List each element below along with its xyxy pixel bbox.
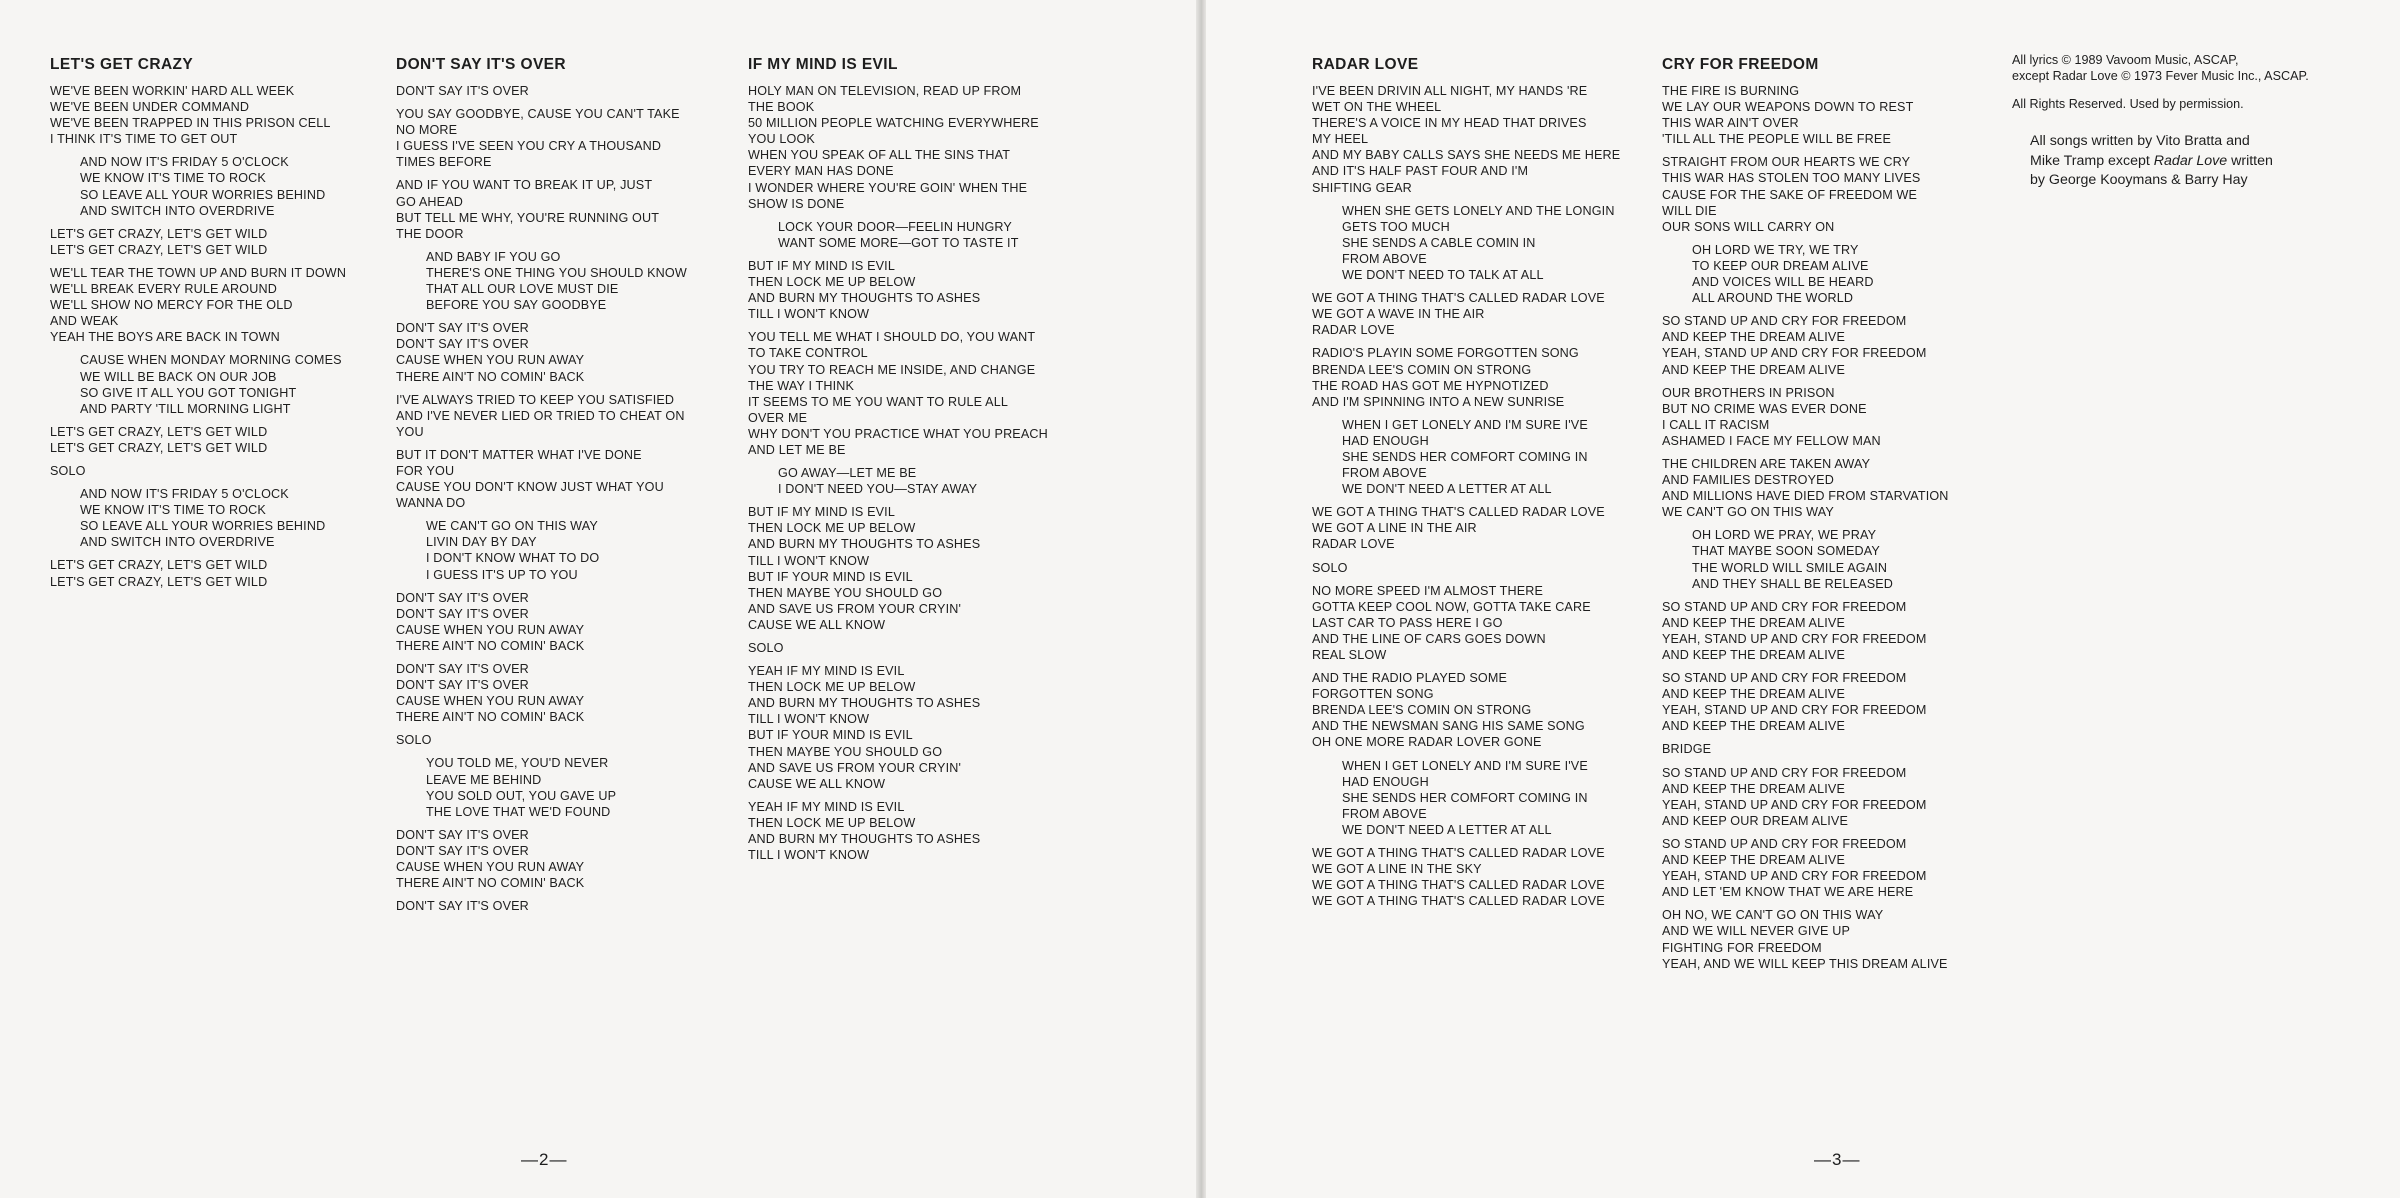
lyric-line: AND BURN MY THOUGHTS TO ASHES: [748, 832, 981, 847]
song-column: [1312, 56, 1620, 916]
lyric-line: WET ON THE WHEEL: [1312, 100, 1442, 115]
lyric-line: THE WAY I THINK: [748, 378, 855, 393]
verse-stanza: [396, 447, 687, 511]
lyric-line: THE CHILDREN ARE TAKEN AWAY: [1662, 456, 1871, 471]
verse-stanza: [50, 226, 346, 258]
lyric-line: LET'S GET CRAZY, LET'S GET WILD: [50, 440, 268, 455]
lyric-line: THERE'S ONE THING YOU SHOULD KNOW: [426, 265, 687, 280]
songwriter-line: [2030, 152, 2309, 172]
lyric-line: LET'S GET CRAZY, LET'S GET WILD: [50, 574, 268, 589]
lyric-line: DON'T SAY IT'S OVER: [396, 606, 529, 621]
verse-stanza: [396, 392, 687, 440]
lyric-line: BRENDA LEE'S COMIN ON STRONG: [1312, 703, 1532, 718]
song-title-italic: Radar Love: [2153, 152, 2228, 169]
lyric-line: IT SEEMS TO ME YOU WANT TO RULE ALL: [748, 394, 1009, 409]
lyric-line: MY HEEL: [1312, 132, 1369, 147]
lyric-line: AND WEAK: [50, 314, 119, 329]
lyric-line: GOTTA KEEP COOL NOW, GOTTA TAKE CARE: [1312, 599, 1591, 614]
lyric-line: BUT TELL ME WHY, YOU'RE RUNNING OUT: [396, 210, 660, 225]
chorus-stanza: [396, 249, 687, 313]
lyric-line: RADAR LOVE: [1312, 323, 1395, 338]
lyric-line: WE GOT A THING THAT'S CALLED RADAR LOVE: [1312, 846, 1605, 861]
lyric-line: AND IT'S HALF PAST FOUR AND I'M: [1312, 164, 1529, 179]
lyric-line: NO MORE SPEED I'M ALMOST THERE: [1312, 583, 1544, 598]
chorus-stanza: [1662, 242, 1949, 306]
verse-stanza: [748, 640, 1048, 656]
lyric-line: FROM ABOVE: [1342, 251, 1427, 266]
lyric-line: SOLO: [50, 463, 86, 478]
chorus-stanza: [1312, 203, 1620, 283]
lyric-line: AND NOW IT'S FRIDAY 5 O'CLOCK: [80, 487, 289, 502]
lyric-line: WE GOT A WAVE IN THE AIR: [1312, 307, 1485, 322]
lyric-line: CAUSE WE ALL KNOW: [748, 617, 886, 632]
lyric-line: DON'T SAY IT'S OVER: [396, 678, 529, 693]
lyric-line: LEAVE ME BEHIND: [426, 772, 542, 787]
lyric-line: I CALL IT RACISM: [1662, 417, 1770, 432]
lyric-line: AND KEEP THE DREAM ALIVE: [1662, 362, 1846, 377]
lyric-line: TILL I WON'T KNOW: [748, 712, 870, 727]
lyric-line: 50 MILLION PEOPLE WATCHING EVERYWHERE: [748, 116, 1039, 131]
lyric-line: WILL DIE: [1662, 203, 1717, 218]
lyric-line: DON'T SAY IT'S OVER: [396, 827, 529, 842]
lyric-line: WE'VE BEEN UNDER COMMAND: [50, 100, 250, 115]
verse-stanza: [1312, 290, 1620, 338]
verse-stanza: [50, 557, 346, 589]
lyric-line: LIVIN DAY BY DAY: [426, 535, 537, 550]
verse-stanza: [1662, 765, 1949, 829]
lyric-line: LET'S GET CRAZY, LET'S GET WILD: [50, 424, 268, 439]
verse-stanza: [1662, 907, 1949, 971]
lyric-line: BUT NO CRIME WAS EVER DONE: [1662, 401, 1867, 416]
verse-stanza: [1662, 741, 1949, 757]
chorus-stanza: [1662, 527, 1949, 591]
songwriter-text: written: [2227, 152, 2273, 169]
lyric-line: THERE AIN'T NO COMIN' BACK: [396, 710, 585, 725]
lyric-line: BUT IF MY MIND IS EVIL: [748, 505, 895, 520]
lyric-line: WANNA DO: [396, 496, 466, 511]
lyric-line: TO TAKE CONTROL: [748, 346, 868, 361]
lyric-line: LET'S GET CRAZY, LET'S GET WILD: [50, 242, 268, 257]
lyric-line: SO GIVE IT ALL YOU GOT TONIGHT: [80, 385, 297, 400]
lyric-line: WE GOT A THING THAT'S CALLED RADAR LOVE: [1312, 878, 1605, 893]
chorus-stanza: [748, 465, 1048, 497]
lyric-line: LAST CAR TO PASS HERE I GO: [1312, 615, 1503, 630]
lyric-line: DON'T SAY IT'S OVER: [396, 843, 529, 858]
lyric-line: WE'VE BEEN TRAPPED IN THIS PRISON CELL: [50, 116, 331, 131]
lyric-line: THERE AIN'T NO COMIN' BACK: [396, 638, 585, 653]
lyric-line: YEAH, STAND UP AND CRY FOR FREEDOM: [1662, 797, 1927, 812]
lyric-line: LOCK YOUR DOOR—FEELIN HUNGRY: [778, 219, 1012, 234]
song-column: [396, 56, 687, 921]
lyric-line: YOU SAY GOODBYE, CAUSE YOU CAN'T TAKE: [396, 107, 680, 122]
lyric-line: FROM ABOVE: [1342, 806, 1427, 821]
lyric-line: RADIO'S PLAYIN SOME FORGOTTEN SONG: [1312, 346, 1579, 361]
lyric-line: SO STAND UP AND CRY FOR FREEDOM: [1662, 314, 1907, 329]
songwriter-text: Mike Tramp except: [2030, 152, 2154, 169]
lyric-line: FROM ABOVE: [1342, 466, 1427, 481]
lyric-line: I GUESS I'VE SEEN YOU CRY A THOUSAND: [396, 139, 662, 154]
lyric-line: GO AHEAD: [396, 194, 463, 209]
verse-stanza: [1662, 670, 1949, 734]
lyric-line: YEAH, STAND UP AND CRY FOR FREEDOM: [1662, 346, 1927, 361]
lyric-line: BUT IF YOUR MIND IS EVIL: [748, 569, 913, 584]
lyric-line: YOU: [396, 424, 424, 439]
verse-stanza: [396, 590, 687, 654]
lyric-line: THEN MAYBE YOU SHOULD GO: [748, 744, 943, 759]
copyright-line: except Radar Love © 1973 Fever Music Inc., ASCAP.: [2012, 69, 2309, 83]
lyric-line: DON'T SAY IT'S OVER: [396, 321, 529, 336]
lyric-line: SHE SENDS HER COMFORT COMING IN: [1342, 449, 1588, 464]
lyric-line: REAL SLOW: [1312, 648, 1387, 662]
lyric-line: I GUESS IT'S UP TO YOU: [426, 567, 578, 582]
lyric-line: WE CAN'T GO ON THIS WAY: [426, 519, 598, 534]
lyric-line: WE'LL TEAR THE TOWN UP AND BURN IT DOWN: [50, 265, 347, 280]
verse-stanza: [1662, 154, 1949, 234]
lyric-line: LET'S GET CRAZY, LET'S GET WILD: [50, 226, 268, 241]
song-column: [748, 56, 1048, 870]
verse-stanza: [748, 258, 1048, 322]
lyric-line: AND KEEP THE DREAM ALIVE: [1662, 687, 1846, 702]
verse-stanza: [50, 424, 346, 456]
verse-stanza: [396, 177, 687, 241]
verse-stanza: [1312, 504, 1620, 552]
lyric-line: I WONDER WHERE YOU'RE GOIN' WHEN THE: [748, 180, 1028, 195]
lyric-line: OH LORD WE TRY, WE TRY: [1692, 242, 1859, 257]
lyric-line: I'VE ALWAYS TRIED TO KEEP YOU SATISFIED: [396, 392, 675, 407]
lyric-line: AND THE NEWSMAN SANG HIS SAME SONG: [1312, 719, 1585, 734]
songwriter-line: All songs written by Vito Bratta and: [2030, 133, 2250, 149]
lyric-line: AND I'VE NEVER LIED OR TRIED TO CHEAT ON: [396, 408, 685, 423]
lyric-line: THE ROAD HAS GOT ME HYPNOTIZED: [1312, 378, 1549, 393]
lyric-line: NO MORE: [396, 123, 458, 138]
lyric-line: THE BOOK: [748, 100, 815, 115]
lyric-line: AND KEEP THE DREAM ALIVE: [1662, 615, 1846, 630]
verse-stanza: [396, 898, 687, 914]
lyric-line: TILL I WON'T KNOW: [748, 848, 870, 863]
lyric-line: WE DON'T NEED A LETTER AT ALL: [1342, 482, 1552, 497]
lyric-line: AND KEEP THE DREAM ALIVE: [1662, 719, 1846, 734]
rights-notice: All Rights Reserved. Used by permission.: [2012, 97, 2244, 111]
lyric-line: CAUSE WHEN YOU RUN AWAY: [396, 353, 585, 368]
lyric-line: WE'LL SHOW NO MERCY FOR THE OLD: [50, 298, 293, 313]
lyric-line: BEFORE YOU SAY GOODBYE: [426, 298, 607, 313]
verse-stanza: [396, 732, 687, 748]
verse-stanza: [1662, 599, 1949, 663]
lyric-line: WE WILL BE BACK ON OUR JOB: [80, 369, 277, 384]
lyric-line: FORGOTTEN SONG: [1312, 687, 1434, 702]
lyric-line: OH NO, WE CAN'T GO ON THIS WAY: [1662, 908, 1884, 923]
verse-stanza: [50, 83, 346, 147]
lyric-line: AND FAMILIES DESTROYED: [1662, 473, 1834, 488]
lyric-line: YOU TELL ME WHAT I SHOULD DO, YOU WANT: [748, 330, 1036, 345]
lyric-line: STRAIGHT FROM OUR HEARTS WE CRY: [1662, 155, 1911, 170]
lyric-line: WE DON'T NEED A LETTER AT ALL: [1342, 822, 1552, 837]
lyric-line: OVER ME: [748, 410, 808, 425]
lyric-line: WE GOT A THING THAT'S CALLED RADAR LOVE: [1312, 894, 1605, 909]
chorus-stanza: [50, 352, 346, 416]
copyright-line: All lyrics © 1989 Vavoom Music, ASCAP,: [2012, 53, 2239, 67]
verse-stanza: [1312, 845, 1620, 909]
lyric-line: TO KEEP OUR DREAM ALIVE: [1692, 258, 1869, 273]
lyric-line: WE CAN'T GO ON THIS WAY: [1662, 505, 1834, 520]
song-title: IF MY MIND IS EVIL: [748, 56, 898, 73]
lyric-line: I THINK IT'S TIME TO GET OUT: [50, 132, 238, 147]
lyric-line: THEN LOCK ME UP BELOW: [748, 815, 916, 830]
lyric-line: WHEN I GET LONELY AND I'M SURE I'VE: [1342, 758, 1588, 773]
lyric-line: AND KEEP THE DREAM ALIVE: [1662, 330, 1846, 345]
verse-stanza: [50, 463, 346, 479]
lyric-line: AND THEY SHALL BE RELEASED: [1692, 576, 1894, 591]
page-number: —2—: [521, 1150, 568, 1169]
lyric-line: CAUSE YOU DON'T KNOW JUST WHAT YOU: [396, 480, 664, 495]
lyric-line: RADAR LOVE: [1312, 537, 1395, 552]
lyric-line: SO LEAVE ALL YOUR WORRIES BEHIND: [80, 519, 326, 534]
lyric-line: WE KNOW IT'S TIME TO ROCK: [80, 171, 266, 186]
verse-stanza: [1312, 560, 1620, 576]
songwriter-line: by George Kooymans & Barry Hay: [2030, 172, 2248, 188]
lyric-line: 'TILL ALL THE PEOPLE WILL BE FREE: [1662, 132, 1891, 147]
lyric-line: AND BABY IF YOU GO: [426, 249, 561, 264]
lyric-line: CAUSE WE ALL KNOW: [748, 776, 886, 791]
verse-stanza: [396, 320, 687, 384]
lyric-line: THE DOOR: [396, 226, 464, 241]
lyric-line: WE GOT A LINE IN THE SKY: [1312, 862, 1482, 877]
lyric-line: SO STAND UP AND CRY FOR FREEDOM: [1662, 765, 1907, 780]
lyric-line: SHIFTING GEAR: [1312, 180, 1412, 195]
lyric-line: DON'T SAY IT'S OVER: [396, 84, 529, 98]
lyric-line: WANT SOME MORE—GOT TO TASTE IT: [778, 235, 1019, 250]
song-column: [50, 56, 346, 597]
lyric-line: WE'VE BEEN WORKIN' HARD ALL WEEK: [50, 84, 295, 98]
lyric-line: YEAH THE BOYS ARE BACK IN TOWN: [50, 330, 280, 345]
lyric-line: GO AWAY—LET ME BE: [778, 466, 917, 481]
lyric-line: SOLO: [1312, 560, 1348, 575]
lyric-line: THERE'S A VOICE IN MY HEAD THAT DRIVES: [1312, 116, 1587, 131]
song-title: LET'S GET CRAZY: [50, 56, 194, 73]
lyric-line: YOU LOOK: [748, 132, 815, 147]
lyric-line: THEN LOCK ME UP BELOW: [748, 521, 916, 536]
lyric-line: WHY DON'T YOU PRACTICE WHAT YOU PREACH: [748, 426, 1048, 441]
lyric-line: CAUSE FOR THE SAKE OF FREEDOM WE: [1662, 187, 1918, 202]
lyric-line: SHE SENDS HER COMFORT COMING IN: [1342, 790, 1588, 805]
credits-block: [2012, 52, 2309, 191]
lyric-line: BUT IF YOUR MIND IS EVIL: [748, 728, 913, 743]
lyric-line: AND THE RADIO PLAYED SOME: [1312, 671, 1508, 686]
lyric-line: AND VOICES WILL BE HEARD: [1692, 275, 1874, 290]
lyric-line: FOR YOU: [396, 463, 455, 478]
lyric-line: YOU TRY TO REACH ME INSIDE, AND CHANGE: [748, 362, 1036, 377]
lyric-line: DON'T SAY IT'S OVER: [396, 337, 529, 352]
lyric-line: THIS WAR AIN'T OVER: [1662, 116, 1799, 131]
lyric-line: OH ONE MORE RADAR LOVER GONE: [1312, 735, 1542, 750]
lyric-line: AND PARTY 'TILL MORNING LIGHT: [80, 401, 291, 416]
verse-stanza: [1662, 83, 1949, 147]
lyric-line: LET'S GET CRAZY, LET'S GET WILD: [50, 558, 268, 573]
lyric-line: I DON'T KNOW WHAT TO DO: [426, 551, 600, 566]
lyric-line: FIGHTING FOR FREEDOM: [1662, 940, 1822, 955]
lyric-line: AND SAVE US FROM YOUR CRYIN': [748, 601, 962, 616]
lyric-line: TIMES BEFORE: [396, 155, 492, 170]
lyric-line: AND SWITCH INTO OVERDRIVE: [80, 203, 275, 218]
lyric-line: YOU TOLD ME, YOU'D NEVER: [426, 756, 609, 771]
chorus-stanza: [748, 219, 1048, 251]
lyric-line: SO STAND UP AND CRY FOR FREEDOM: [1662, 671, 1907, 686]
page-number: —3—: [1814, 1150, 1861, 1169]
lyric-line: THEN LOCK ME UP BELOW: [748, 680, 916, 695]
lyric-line: AND LET 'EM KNOW THAT WE ARE HERE: [1662, 885, 1914, 900]
verse-stanza: [1662, 456, 1949, 520]
lyric-line: SO STAND UP AND CRY FOR FREEDOM: [1662, 599, 1907, 614]
lyric-line: AND IF YOU WANT TO BREAK IT UP, JUST: [396, 178, 653, 193]
lyric-line: DON'T SAY IT'S OVER: [396, 662, 529, 676]
verse-stanza: [1312, 583, 1620, 663]
chorus-stanza: [1312, 417, 1620, 497]
verse-stanza: [50, 265, 346, 345]
lyric-line: SOLO: [396, 733, 432, 748]
lyric-line: EVERY MAN HAS DONE: [748, 164, 894, 179]
lyric-line: CAUSE WHEN YOU RUN AWAY: [396, 860, 585, 875]
lyric-line: TILL I WON'T KNOW: [748, 307, 870, 322]
lyric-line: CAUSE WHEN MONDAY MORNING COMES: [80, 353, 342, 368]
lyric-line: YEAH, AND WE WILL KEEP THIS DREAM ALIVE: [1662, 956, 1948, 971]
lyric-line: WE GOT A LINE IN THE AIR: [1312, 521, 1477, 536]
lyric-line: AND KEEP THE DREAM ALIVE: [1662, 781, 1846, 796]
verse-stanza: [748, 799, 1048, 863]
lyric-line: AND KEEP THE DREAM ALIVE: [1662, 853, 1846, 868]
lyric-line: GETS TOO MUCH: [1342, 219, 1450, 234]
lyric-line: AND BURN MY THOUGHTS TO ASHES: [748, 291, 981, 306]
lyric-line: AND WE WILL NEVER GIVE UP: [1662, 924, 1851, 939]
lyric-line: CAUSE WHEN YOU RUN AWAY: [396, 694, 585, 709]
verse-stanza: [396, 661, 687, 725]
verse-stanza: [1312, 83, 1620, 196]
lyric-line: AND MILLIONS HAVE DIED FROM STARVATION: [1662, 489, 1949, 504]
lyric-line: I'VE BEEN DRIVIN ALL NIGHT, MY HANDS 'RE: [1312, 84, 1588, 98]
verse-stanza: [1312, 345, 1620, 409]
lyric-line: AND KEEP THE DREAM ALIVE: [1662, 648, 1846, 662]
lyric-line: SOLO: [748, 641, 784, 655]
chorus-stanza: [396, 518, 687, 582]
lyric-line: THEN MAYBE YOU SHOULD GO: [748, 585, 943, 600]
verse-stanza: [1662, 385, 1949, 449]
lyric-line: AND BURN MY THOUGHTS TO ASHES: [748, 537, 981, 552]
lyric-line: YOU SOLD OUT, YOU GAVE UP: [426, 788, 617, 803]
lyric-line: THE WORLD WILL SMILE AGAIN: [1692, 560, 1888, 575]
lyric-line: HAD ENOUGH: [1342, 433, 1429, 448]
lyric-line: SO LEAVE ALL YOUR WORRIES BEHIND: [80, 187, 326, 202]
lyric-line: WE'LL BREAK EVERY RULE AROUND: [50, 282, 277, 297]
verse-stanza: [748, 663, 1048, 792]
lyric-line: WE DON'T NEED TO TALK AT ALL: [1342, 268, 1544, 283]
verse-stanza: [1662, 836, 1949, 900]
chorus-stanza: [396, 755, 687, 819]
lyric-line: CAUSE WHEN YOU RUN AWAY: [396, 622, 585, 637]
verse-stanza: [1662, 313, 1949, 377]
verse-stanza: [748, 504, 1048, 633]
chorus-stanza: [50, 154, 346, 218]
right-page: [1206, 0, 2400, 1198]
lyric-line: AND SWITCH INTO OVERDRIVE: [80, 535, 275, 550]
lyric-line: SHOW IS DONE: [748, 196, 845, 211]
lyric-line: HAD ENOUGH: [1342, 774, 1429, 789]
lyric-line: THIS WAR HAS STOLEN TOO MANY LIVES: [1662, 171, 1921, 186]
lyric-line: SHE SENDS A CABLE COMIN IN: [1342, 235, 1536, 250]
lyric-line: THAT MAYBE SOON SOMEDAY: [1692, 544, 1880, 559]
lyric-line: AND MY BABY CALLS SAYS SHE NEEDS ME HERE: [1312, 148, 1621, 163]
verse-stanza: [748, 83, 1048, 212]
lyric-line: THERE AIN'T NO COMIN' BACK: [396, 876, 585, 891]
chorus-stanza: [50, 486, 346, 550]
lyric-line: AND KEEP OUR DREAM ALIVE: [1662, 813, 1849, 828]
song-column: [1662, 56, 1949, 979]
lyric-line: WE GOT A THING THAT'S CALLED RADAR LOVE: [1312, 505, 1605, 520]
lyric-line: AND LET ME BE: [748, 442, 846, 457]
lyric-line: ALL AROUND THE WORLD: [1692, 291, 1854, 306]
lyric-line: THEN LOCK ME UP BELOW: [748, 275, 916, 290]
lyric-line: WE LAY OUR WEAPONS DOWN TO REST: [1662, 100, 1914, 115]
lyric-line: SO STAND UP AND CRY FOR FREEDOM: [1662, 836, 1907, 851]
lyric-line: I DON'T NEED YOU—STAY AWAY: [778, 482, 978, 497]
lyric-line: WE KNOW IT'S TIME TO ROCK: [80, 503, 266, 518]
lyric-line: AND THE LINE OF CARS GOES DOWN: [1312, 631, 1546, 646]
song-title: DON'T SAY IT'S OVER: [396, 56, 567, 73]
lyric-line: WHEN YOU SPEAK OF ALL THE SINS THAT: [748, 148, 1011, 163]
lyric-line: OH LORD WE PRAY, WE PRAY: [1692, 528, 1877, 543]
lyric-line: BUT IF MY MIND IS EVIL: [748, 258, 895, 273]
lyric-line: DON'T SAY IT'S OVER: [396, 590, 529, 605]
lyric-line: YEAH IF MY MIND IS EVIL: [748, 664, 905, 679]
lyric-line: DON'T SAY IT'S OVER: [396, 899, 529, 914]
lyric-line: ASHAMED I FACE MY FELLOW MAN: [1662, 433, 1881, 448]
lyric-line: YEAH, STAND UP AND CRY FOR FREEDOM: [1662, 631, 1927, 646]
lyric-line: YEAH IF MY MIND IS EVIL: [748, 799, 905, 814]
lyric-line: AND BURN MY THOUGHTS TO ASHES: [748, 696, 981, 711]
lyric-line: TILL I WON'T KNOW: [748, 553, 870, 568]
lyric-line: HOLY MAN ON TELEVISION, READ UP FROM: [748, 84, 1022, 98]
verse-stanza: [748, 329, 1048, 458]
verse-stanza: [396, 106, 687, 170]
lyric-line: THE LOVE THAT WE'D FOUND: [426, 804, 611, 819]
lyric-line: OUR BROTHERS IN PRISON: [1662, 385, 1835, 400]
song-title: RADAR LOVE: [1312, 56, 1419, 73]
songwriter-credits: [2030, 132, 2309, 191]
verse-stanza: [1312, 670, 1620, 750]
chorus-stanza: [1312, 758, 1620, 838]
lyric-line: BRIDGE: [1662, 742, 1712, 757]
lyric-line: THE FIRE IS BURNING: [1662, 84, 1800, 98]
verse-stanza: [396, 827, 687, 891]
lyric-line: WHEN I GET LONELY AND I'M SURE I'VE: [1342, 417, 1588, 432]
lyric-line: AND I'M SPINNING INTO A NEW SUNRISE: [1312, 394, 1565, 409]
lyric-line: YEAH, STAND UP AND CRY FOR FREEDOM: [1662, 703, 1927, 718]
lyric-line: OUR SONS WILL CARRY ON: [1662, 219, 1835, 234]
lyric-line: BRENDA LEE'S COMIN ON STRONG: [1312, 362, 1532, 377]
lyric-line: THAT ALL OUR LOVE MUST DIE: [426, 282, 619, 297]
verse-stanza: [396, 83, 687, 99]
lyric-line: BUT IT DON'T MATTER WHAT I'VE DONE: [396, 447, 642, 462]
lyric-line: YEAH, STAND UP AND CRY FOR FREEDOM: [1662, 869, 1927, 884]
lyric-line: THERE AIN'T NO COMIN' BACK: [396, 369, 585, 384]
lyric-line: WE GOT A THING THAT'S CALLED RADAR LOVE: [1312, 291, 1605, 306]
lyric-line: WHEN SHE GETS LONELY AND THE LONGIN: [1342, 203, 1615, 218]
lyric-line: AND SAVE US FROM YOUR CRYIN': [748, 760, 962, 775]
song-title: CRY FOR FREEDOM: [1662, 56, 1819, 73]
lyric-line: AND NOW IT'S FRIDAY 5 O'CLOCK: [80, 155, 289, 170]
